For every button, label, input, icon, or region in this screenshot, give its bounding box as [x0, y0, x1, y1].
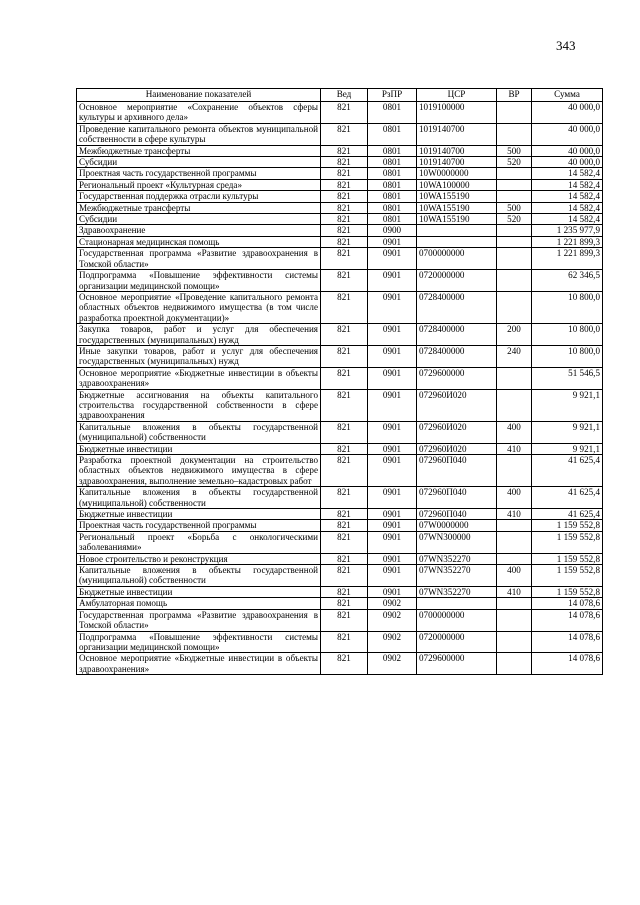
table-row	[77, 248, 603, 270]
cell-rzpr: 0801	[368, 102, 417, 124]
cell-vr	[497, 367, 532, 389]
cell-rzpr: 0900	[368, 225, 417, 236]
cell-vr: 200	[497, 324, 532, 346]
cell-sum: 41 625,4	[532, 455, 603, 487]
cell-csr: 072960И020	[417, 389, 497, 421]
table-row	[77, 345, 603, 367]
cell-vr	[497, 236, 532, 247]
cell-csr: 10WA155190	[417, 191, 497, 202]
cell-ved: 821	[321, 270, 368, 292]
cell-csr: 0728400000	[417, 291, 497, 323]
cell-name: Подпрограмма «Повышение эффективности системы организации медицинской помощи»	[77, 270, 321, 292]
cell-ved: 821	[321, 179, 368, 190]
cell-csr: 1019140700	[417, 123, 497, 145]
cell-name: Бюджетные инвестиции	[77, 586, 321, 597]
table-row	[77, 598, 603, 609]
cell-rzpr: 0801	[368, 168, 417, 179]
cell-vr: 410	[497, 509, 532, 520]
cell-csr: 1019140700	[417, 157, 497, 168]
table-row	[77, 487, 603, 509]
cell-name: Амбулаторная помощь	[77, 598, 321, 609]
cell-csr: 07WN352270	[417, 565, 497, 587]
table-row	[77, 421, 603, 443]
cell-name: Проведение капитального ремонта объектов муниципальной собственности в сфере культуры	[77, 123, 321, 145]
table-row	[77, 609, 603, 631]
table-row	[77, 225, 603, 236]
cell-csr	[417, 236, 497, 247]
cell-csr: 07WN352270	[417, 586, 497, 597]
cell-vr: 400	[497, 487, 532, 509]
cell-rzpr: 0902	[368, 631, 417, 653]
cell-name: Основное мероприятие «Проведение капитального ремонта областных объектов недвижимого имущества (в том числе разработка проектной документации)»	[77, 291, 321, 323]
cell-sum: 14 078,6	[532, 609, 603, 631]
cell-ved: 821	[321, 487, 368, 509]
cell-ved: 821	[321, 225, 368, 236]
header-sum: Сумма	[532, 89, 603, 102]
cell-sum: 51 546,5	[532, 367, 603, 389]
cell-ved: 821	[321, 214, 368, 225]
cell-ved: 821	[321, 531, 368, 553]
cell-vr	[497, 531, 532, 553]
cell-sum: 10 800,0	[532, 324, 603, 346]
table-row	[77, 367, 603, 389]
cell-rzpr: 0901	[368, 270, 417, 292]
cell-name: Проектная часть государственной программы	[77, 520, 321, 531]
table-row	[77, 270, 603, 292]
cell-ved: 821	[321, 324, 368, 346]
cell-csr: 0700000000	[417, 609, 497, 631]
cell-ved: 821	[321, 157, 368, 168]
cell-vr	[497, 179, 532, 190]
cell-csr: 072960П040	[417, 455, 497, 487]
cell-sum: 14 582,4	[532, 214, 603, 225]
table-header-row	[77, 89, 603, 102]
cell-csr: 072960И020	[417, 443, 497, 454]
cell-sum: 10 800,0	[532, 291, 603, 323]
cell-csr: 072960И020	[417, 421, 497, 443]
cell-rzpr: 0801	[368, 179, 417, 190]
cell-rzpr: 0901	[368, 565, 417, 587]
cell-rzpr: 0901	[368, 236, 417, 247]
table-row	[77, 531, 603, 553]
cell-sum: 14 078,6	[532, 653, 603, 675]
cell-sum: 1 159 552,8	[532, 531, 603, 553]
page-number: 343	[556, 38, 576, 53]
cell-rzpr: 0901	[368, 421, 417, 443]
cell-name: Межбюджетные трансферты	[77, 202, 321, 213]
cell-ved: 821	[321, 443, 368, 454]
cell-csr: 10WA155190	[417, 202, 497, 213]
cell-sum: 1 159 552,8	[532, 586, 603, 597]
cell-name: Государственная программа «Развитие здравоохранения в Томской области»	[77, 248, 321, 270]
cell-vr	[497, 609, 532, 631]
cell-name: Бюджетные ассигнования на объекты капитального строительства государственной собственности в сфере здравоохранения	[77, 389, 321, 421]
cell-ved: 821	[321, 291, 368, 323]
table-row	[77, 324, 603, 346]
table-row	[77, 389, 603, 421]
cell-name: Региональный проект «Культурная среда»	[77, 179, 321, 190]
cell-csr: 0720000000	[417, 631, 497, 653]
table-body	[77, 102, 603, 675]
cell-ved: 821	[321, 248, 368, 270]
cell-rzpr: 0902	[368, 653, 417, 675]
cell-csr: 072960П040	[417, 509, 497, 520]
cell-vr	[497, 168, 532, 179]
table-row	[77, 168, 603, 179]
table-row	[77, 443, 603, 454]
cell-rzpr: 0902	[368, 609, 417, 631]
cell-rzpr: 0902	[368, 598, 417, 609]
cell-sum: 40 000,0	[532, 102, 603, 124]
cell-rzpr: 0801	[368, 202, 417, 213]
table-row	[77, 291, 603, 323]
table-row	[77, 455, 603, 487]
cell-ved: 821	[321, 631, 368, 653]
table-row	[77, 236, 603, 247]
cell-name: Бюджетные инвестиции	[77, 443, 321, 454]
cell-ved: 821	[321, 653, 368, 675]
table-row	[77, 631, 603, 653]
cell-name: Бюджетные инвестиции	[77, 509, 321, 520]
cell-rzpr: 0801	[368, 191, 417, 202]
header-csr: ЦСР	[417, 89, 497, 102]
cell-sum: 40 000,0	[532, 157, 603, 168]
table-row	[77, 179, 603, 190]
cell-ved: 821	[321, 123, 368, 145]
cell-name: Государственная программа «Развитие здравоохранения в Томской области»	[77, 609, 321, 631]
cell-ved: 821	[321, 586, 368, 597]
cell-rzpr: 0901	[368, 324, 417, 346]
cell-rzpr: 0901	[368, 586, 417, 597]
cell-vr	[497, 631, 532, 653]
cell-ved: 821	[321, 553, 368, 564]
cell-name: Государственная поддержка отрасли культуры	[77, 191, 321, 202]
cell-vr	[497, 553, 532, 564]
cell-sum: 1 159 552,8	[532, 520, 603, 531]
cell-rzpr: 0901	[368, 531, 417, 553]
cell-ved: 821	[321, 202, 368, 213]
cell-name: Подпрограмма «Повышение эффективности системы организации медицинской помощи»	[77, 631, 321, 653]
cell-csr	[417, 598, 497, 609]
table-row	[77, 191, 603, 202]
cell-vr	[497, 123, 532, 145]
budget-table	[76, 88, 603, 675]
cell-ved: 821	[321, 565, 368, 587]
cell-csr: 07WN300000	[417, 531, 497, 553]
header-rzpr: РзПР	[368, 89, 417, 102]
cell-sum: 14 582,4	[532, 179, 603, 190]
cell-sum: 10 800,0	[532, 345, 603, 367]
cell-name: Новое строительство и реконструкция	[77, 553, 321, 564]
table-row	[77, 553, 603, 564]
table-row	[77, 123, 603, 145]
cell-csr: 0720000000	[417, 270, 497, 292]
cell-rzpr: 0901	[368, 248, 417, 270]
cell-vr	[497, 455, 532, 487]
cell-csr: 0728400000	[417, 324, 497, 346]
cell-csr: 0729600000	[417, 367, 497, 389]
cell-name: Капитальные вложения в объекты государственной (муниципальной) собственности	[77, 565, 321, 587]
cell-ved: 821	[321, 455, 368, 487]
header-vr: ВР	[497, 89, 532, 102]
cell-vr: 520	[497, 157, 532, 168]
cell-name: Основное мероприятие «Сохранение объектов сферы культуры и архивного дела»	[77, 102, 321, 124]
cell-ved: 821	[321, 509, 368, 520]
cell-vr	[497, 520, 532, 531]
cell-csr: 0700000000	[417, 248, 497, 270]
table-row	[77, 157, 603, 168]
cell-rzpr: 0801	[368, 145, 417, 156]
cell-ved: 821	[321, 421, 368, 443]
cell-name: Субсидии	[77, 157, 321, 168]
cell-sum: 62 346,5	[532, 270, 603, 292]
cell-ved: 821	[321, 191, 368, 202]
cell-csr: 10W0000000	[417, 168, 497, 179]
cell-ved: 821	[321, 102, 368, 124]
cell-csr: 072960П040	[417, 487, 497, 509]
cell-name: Региональный проект «Борьба с онкологическими заболеваниями»	[77, 531, 321, 553]
cell-sum: 14 078,6	[532, 631, 603, 653]
table-row	[77, 565, 603, 587]
cell-name: Субсидии	[77, 214, 321, 225]
cell-sum: 1 221 899,3	[532, 248, 603, 270]
cell-name: Иные закупки товаров, работ и услуг для обеспечения государственных (муниципальных) нужд	[77, 345, 321, 367]
cell-name: Закупка товаров, работ и услуг для обеспечения государственных (муниципальных) нужд	[77, 324, 321, 346]
cell-sum: 41 625,4	[532, 509, 603, 520]
header-ved: Вед	[321, 89, 368, 102]
cell-sum: 1 235 977,9	[532, 225, 603, 236]
table-row	[77, 520, 603, 531]
cell-ved: 821	[321, 609, 368, 631]
cell-rzpr: 0901	[368, 520, 417, 531]
cell-ved: 821	[321, 520, 368, 531]
cell-name: Стационарная медицинская помощь	[77, 236, 321, 247]
cell-vr	[497, 225, 532, 236]
cell-rzpr: 0901	[368, 487, 417, 509]
cell-vr: 410	[497, 586, 532, 597]
cell-csr: 10WA155190	[417, 214, 497, 225]
cell-name: Капитальные вложения в объекты государственной (муниципальной) собственности	[77, 421, 321, 443]
cell-rzpr: 0901	[368, 291, 417, 323]
cell-csr: 10WA100000	[417, 179, 497, 190]
cell-sum: 9 921,1	[532, 421, 603, 443]
cell-vr	[497, 653, 532, 675]
cell-sum: 14 582,4	[532, 202, 603, 213]
cell-csr: 0729600000	[417, 653, 497, 675]
cell-vr: 520	[497, 214, 532, 225]
cell-rzpr: 0901	[368, 345, 417, 367]
cell-sum: 1 159 552,8	[532, 565, 603, 587]
cell-rzpr: 0901	[368, 443, 417, 454]
cell-csr: 0728400000	[417, 345, 497, 367]
table-row	[77, 145, 603, 156]
cell-ved: 821	[321, 389, 368, 421]
cell-vr: 500	[497, 145, 532, 156]
cell-ved: 821	[321, 345, 368, 367]
cell-vr: 500	[497, 202, 532, 213]
cell-csr: 1019140700	[417, 145, 497, 156]
cell-csr: 1019100000	[417, 102, 497, 124]
cell-rzpr: 0801	[368, 123, 417, 145]
table-row	[77, 653, 603, 675]
cell-csr: 07W0000000	[417, 520, 497, 531]
cell-ved: 821	[321, 168, 368, 179]
cell-name: Проектная часть государственной программы	[77, 168, 321, 179]
cell-rzpr: 0801	[368, 214, 417, 225]
cell-rzpr: 0901	[368, 367, 417, 389]
cell-sum: 1 159 552,8	[532, 553, 603, 564]
cell-vr	[497, 248, 532, 270]
cell-rzpr: 0901	[368, 455, 417, 487]
cell-sum: 41 625,4	[532, 487, 603, 509]
table-row	[77, 214, 603, 225]
cell-sum: 14 078,6	[532, 598, 603, 609]
cell-sum: 9 921,1	[532, 389, 603, 421]
table-row	[77, 102, 603, 124]
cell-name: Капитальные вложения в объекты государственной (муниципальной) собственности	[77, 487, 321, 509]
cell-rzpr: 0901	[368, 509, 417, 520]
cell-name: Основное мероприятие «Бюджетные инвестиции в объекты здравоохранения»	[77, 653, 321, 675]
cell-ved: 821	[321, 145, 368, 156]
cell-name: Разработка проектной документации на строительство областных объектов недвижимого имущества в сфере здравоохранения, выполнение земельно–кадастровых работ	[77, 455, 321, 487]
cell-rzpr: 0801	[368, 157, 417, 168]
table-row	[77, 586, 603, 597]
cell-ved: 821	[321, 598, 368, 609]
cell-sum: 40 000,0	[532, 145, 603, 156]
cell-vr	[497, 291, 532, 323]
cell-rzpr: 0901	[368, 389, 417, 421]
cell-vr	[497, 389, 532, 421]
cell-vr	[497, 191, 532, 202]
cell-vr	[497, 270, 532, 292]
cell-csr: 07WN352270	[417, 553, 497, 564]
cell-vr	[497, 598, 532, 609]
cell-ved: 821	[321, 367, 368, 389]
header-name: Наименование показателей	[77, 89, 321, 102]
cell-name: Здравоохранение	[77, 225, 321, 236]
cell-rzpr: 0901	[368, 553, 417, 564]
cell-name: Межбюджетные трансферты	[77, 145, 321, 156]
cell-vr: 400	[497, 421, 532, 443]
cell-vr: 410	[497, 443, 532, 454]
table-row	[77, 509, 603, 520]
table-row	[77, 202, 603, 213]
cell-vr: 240	[497, 345, 532, 367]
cell-csr	[417, 225, 497, 236]
cell-vr	[497, 102, 532, 124]
cell-sum: 40 000,0	[532, 123, 603, 145]
cell-sum: 1 221 899,3	[532, 236, 603, 247]
cell-name: Основное мероприятие «Бюджетные инвестиции в объекты здравоохранения»	[77, 367, 321, 389]
cell-sum: 14 582,4	[532, 191, 603, 202]
cell-vr: 400	[497, 565, 532, 587]
cell-sum: 9 921,1	[532, 443, 603, 454]
cell-sum: 14 582,4	[532, 168, 603, 179]
cell-ved: 821	[321, 236, 368, 247]
